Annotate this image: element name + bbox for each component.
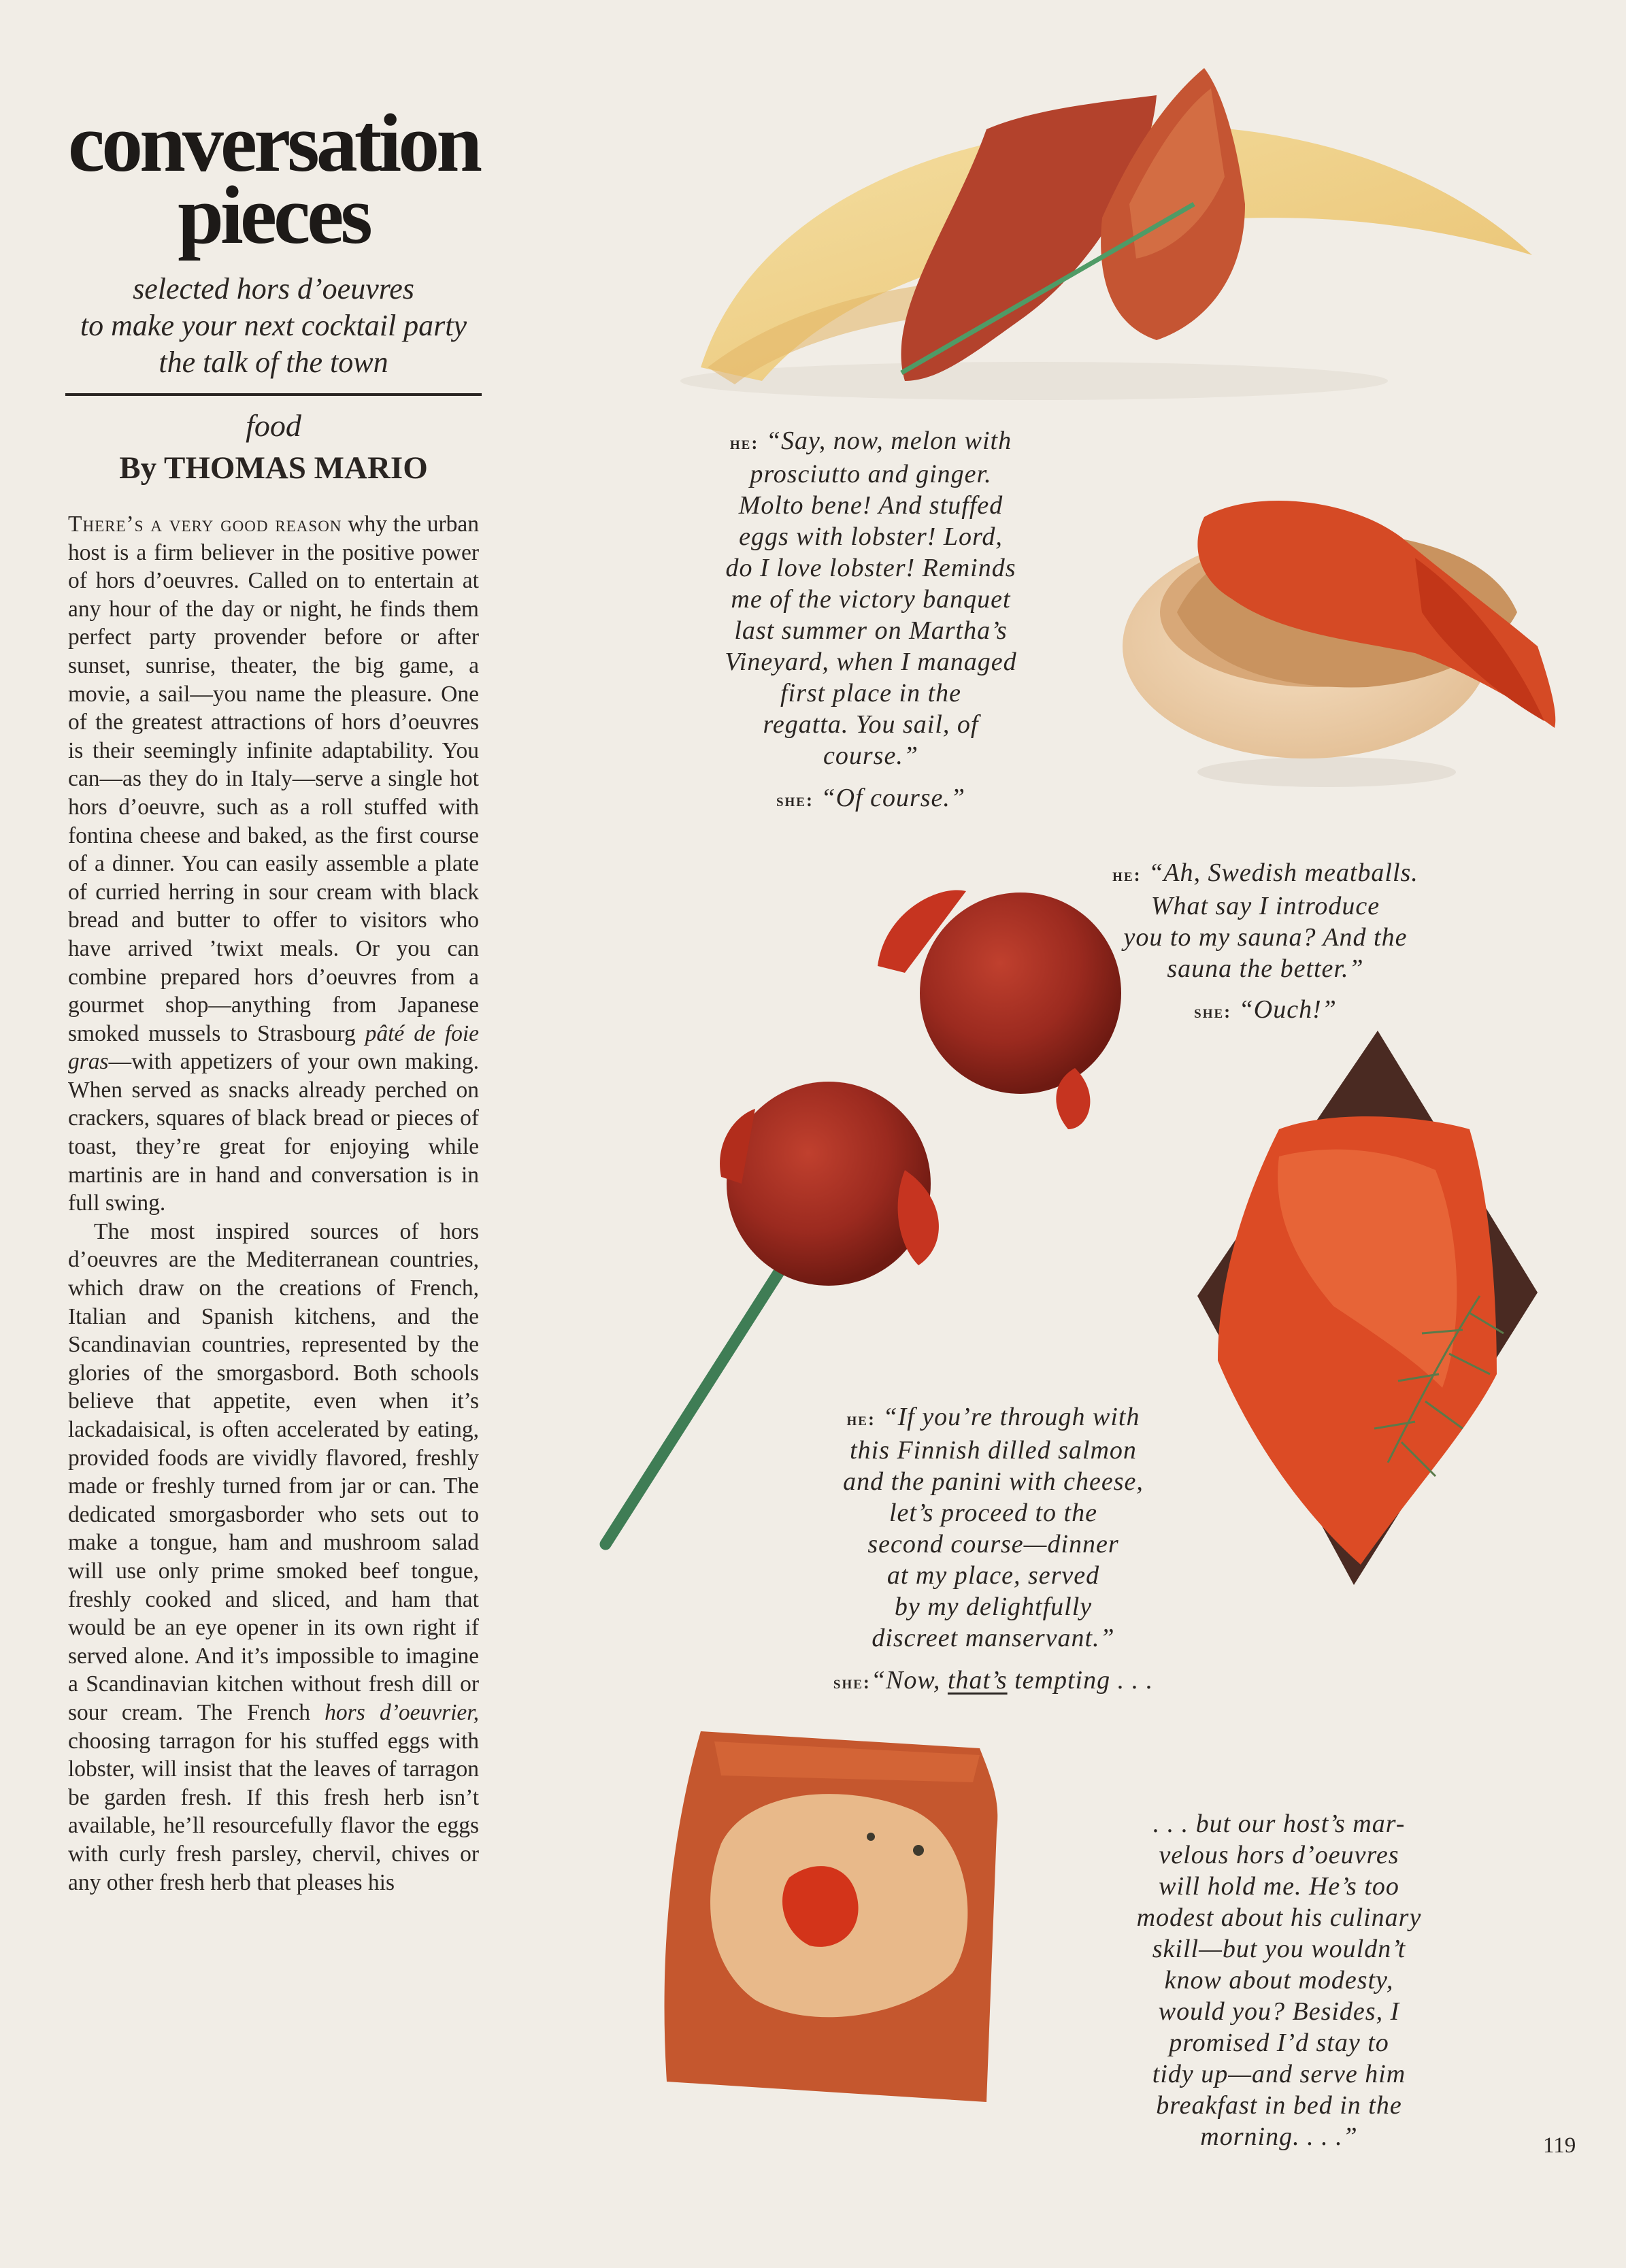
caption-line: sauna the better.”: [1167, 954, 1364, 983]
she-label: she:: [833, 1672, 871, 1692]
panini-cheese-photo: [665, 1731, 998, 2102]
he-label: he:: [729, 433, 759, 453]
she-reply-start: “Now,: [870, 1666, 948, 1695]
caption-line: . . . but our host’s mar-: [1152, 1810, 1406, 1838]
caption-line: by my delightfully: [894, 1592, 1093, 1621]
caption-line: will hold me. He’s too: [1159, 1872, 1399, 1901]
caption-line: course.”: [823, 741, 918, 770]
department-label: food: [246, 408, 301, 443]
caption-line: at my place, served: [886, 1561, 1100, 1590]
paragraph-2-text: The most inspired sources of hors d’oeuvres are the Mediterranean countries, which draw on the creations of French, Italian and Spanish kitchens, and the Scandinavian countries, represented by the glories of the smorgasbord. Both schools believe that appetite, even when it’s lackadaisical, is often accelerated by eating, provided foods are vividly flavored, freshly made or freshly turned from jar or can. The dedicated smorgasborder who sets out to make a tongue, ham and mushroom salad will use only prime smoked beef tongue, freshly cooked and sliced, and ham that would be an eye opener in its own right if served alone. And it’s impossible to imagine a Scandinavian kitchen without fresh dill or sour cream. The French: [68, 1218, 479, 1725]
article-body: [68, 510, 479, 1897]
caption-line: eggs with lobster! Lord,: [739, 522, 1003, 551]
caption-line: second course—dinner: [867, 1530, 1119, 1558]
caption-line: me of the victory banquet: [731, 585, 1011, 614]
caption-line: do I love lobster! Reminds: [725, 554, 1016, 582]
caption-line: first place in the: [780, 679, 962, 707]
she-reply: “Ouch!”: [1238, 995, 1337, 1024]
title-line-1: conversation: [67, 97, 480, 189]
paragraph-2-end: choosing tarragon for his stuffed eggs with lobster, will insist that the leaves of tarragon be garden fresh. If this fresh herb isn’t available, he’ll resourcefully flavor the eggs with curly fresh parsley, chervil, chives or any other fresh herb that pleases his: [68, 1728, 479, 1895]
subtitle-line-3: the talk of the town: [159, 346, 388, 379]
she-reply: “Of course.”: [820, 784, 966, 812]
caption-line: “If you’re through with: [882, 1403, 1140, 1431]
subtitle-line-1: selected hors d’oeuvres: [133, 272, 414, 305]
caption-line: prosciutto and ginger.: [750, 460, 992, 488]
he-label: he:: [1112, 865, 1142, 885]
caption-line: this Finnish dilled salmon: [850, 1436, 1137, 1465]
paragraph-1: [68, 510, 479, 1218]
subtitle: [65, 271, 482, 381]
caption-line: you to my sauna? And the: [1123, 923, 1408, 952]
caption-line: What say I introduce: [1150, 892, 1380, 920]
paragraph-1-italic: pâté de foie gras: [68, 1020, 480, 1075]
caption-line: tidy up—and serve him: [1152, 2060, 1406, 2088]
caption-line: regatta. You sail, of: [763, 710, 979, 739]
caption-line: discreet manservant.”: [872, 1624, 1115, 1652]
caption-salmon-panini: [789, 1401, 1197, 1698]
caption-line: “Ah, Swedish meatballs.: [1148, 858, 1418, 887]
stuffed-egg-lobster-photo: [1123, 501, 1555, 787]
she-reply-end: tempting . . .: [1007, 1666, 1154, 1695]
paragraph-1-text: why the urban host is a firm believer in the positive power of hors d’oeuvres. Called on to entertain at any hour of the day or night, he finds them perfect party provender before or after sunset, sunrise, theater, the big game, a movie, a sail—you name the pleasure. One of the greatest attractions of hors d’oeuvres is their seemingly infinite adaptability. You can—as they do in Italy—serve a single hot hors d’oeuvre, such as a roll stuffed with fontina cheese and baked, as the first course of a dinner. You can easily assemble a plate of curried herring in sour cream with black bread and butter to offer to visitors who have arrived ’twixt meals. Or you can combine prepared hors d’oeuvres from a gourmet shop—anything from Japanese smoked mussels to Strasbourg: [68, 512, 479, 1046]
lead-in: There’s a very good reason: [68, 512, 342, 537]
she-label: she:: [1194, 1001, 1232, 1022]
title-divider: [65, 393, 482, 396]
title-line-2: pieces: [178, 169, 369, 261]
dilled-salmon-photo: [1197, 1031, 1538, 1585]
paragraph-2-italic: hors d’oeuvrier,: [325, 1699, 479, 1725]
caption-line: promised I’d stay to: [1169, 2029, 1389, 2057]
melon-prosciutto-photo: [680, 68, 1532, 400]
caption-line: modest about his culinary: [1136, 1903, 1422, 1932]
caption-line: last summer on Martha’s: [734, 616, 1008, 645]
caption-meatballs: [1082, 857, 1449, 1027]
caption-line: morning. . . .”: [1200, 2122, 1358, 2151]
caption-closing: [1089, 1808, 1470, 2152]
caption-line: let’s proceed to the: [889, 1499, 1097, 1527]
caption-melon-egg: [674, 425, 1068, 816]
caption-line: “Say, now, melon with: [765, 427, 1012, 455]
caption-line: Vineyard, when I managed: [725, 648, 1017, 676]
caption-line: skill—but you wouldn’t: [1152, 1935, 1406, 1963]
caption-line: would you? Besides, I: [1158, 1997, 1400, 2026]
caption-line: and the panini with cheese,: [843, 1467, 1144, 1496]
caption-line: breakfast in bed in the: [1156, 2091, 1402, 2120]
byline: By THOMAS MARIO: [119, 450, 428, 486]
she-label: she:: [776, 790, 814, 810]
caption-line: velous hors d’oeuvres: [1159, 1841, 1399, 1869]
he-label: he:: [846, 1409, 876, 1429]
caption-line: Molto bene! And stuffed: [738, 491, 1003, 520]
paragraph-2: [68, 1218, 479, 1897]
page-number: 119: [1543, 2133, 1576, 2158]
subtitle-line-2: to make your next cocktail party: [80, 309, 467, 342]
caption-line: know about modesty,: [1164, 1966, 1394, 1995]
page-title: [65, 97, 482, 261]
she-reply-emphasis: that’s: [947, 1666, 1008, 1695]
paragraph-1-end: —with appetizers of your own making. When served as snacks already perched on crackers, squares of black bread or pieces of toast, they’re great for enjoying while martinis are in hand and conversation is in full swing.: [68, 1049, 479, 1216]
